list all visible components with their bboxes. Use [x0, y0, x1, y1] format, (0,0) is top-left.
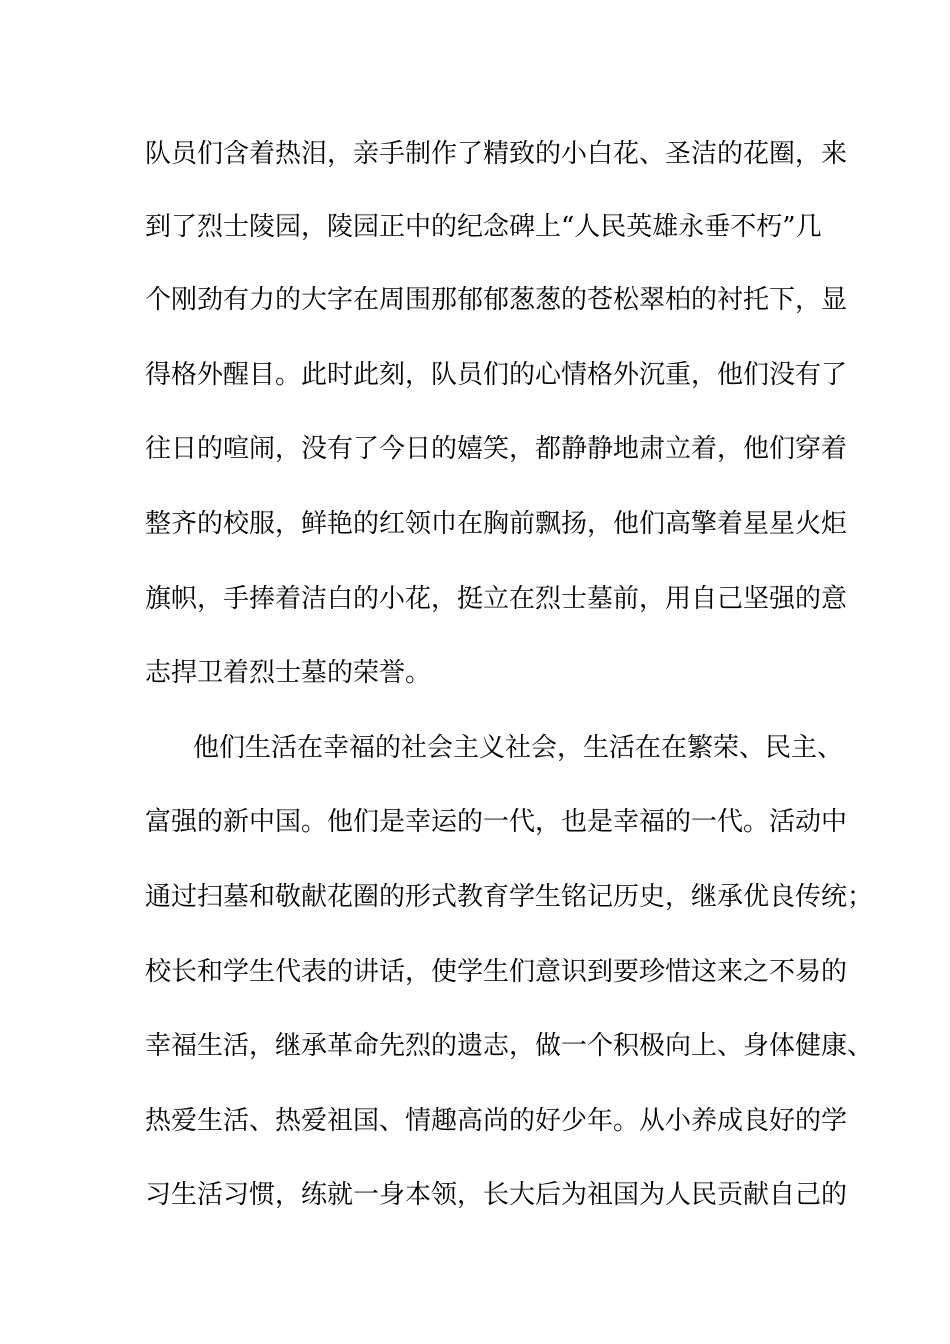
text-line-4: 得格外醒目。此时此刻，队员们的心情格外沉重，他们没有了: [145, 360, 848, 390]
text-line-7: 旗帜，手捧着洁白的小花，挺立在烈士墓前，用自己坚强的意: [145, 584, 848, 614]
text-line-15: 习生活习惯，练就一身本领，长大后为祖国为人民贡献自己的: [145, 1180, 848, 1210]
text-line-6: 整齐的校服，鲜艳的红领巾在胸前飘扬，他们高擎着星星火炬: [145, 509, 848, 539]
text-line-5: 往日的喧闹，没有了今日的嬉笑，都静静地肃立着，他们穿着: [145, 434, 848, 464]
text-line-12: 校长和学生代表的讲话，使学生们意识到要珍惜这来之不易的: [145, 957, 848, 987]
text-line-14: 热爱生活、热爱祖国、情趣高尚的好少年。从小养成良好的学: [145, 1106, 848, 1136]
paragraph-2-first-line: 他们生活在幸福的社会主义社会，生活在在繁荣、民主、: [193, 733, 844, 763]
text-line-3: 个刚劲有力的大字在周围那郁郁葱葱的苍松翠柏的衬托下，显: [145, 285, 848, 315]
text-line-11: 通过扫墓和敬献花圈的形式教育学生铭记历史，继承优良传统；: [145, 882, 874, 912]
text-line-2: 到了烈士陵园，陵园正中的纪念碑上“人民英雄永垂不朽”几: [145, 212, 822, 242]
text-line-1: 队员们含着热泪，亲手制作了精致的小白花、圣洁的花圈，来: [145, 139, 848, 169]
text-line-10: 富强的新中国。他们是幸运的一代，也是幸福的一代。活动中: [145, 807, 848, 837]
text-line-8: 志捍卫着烈士墓的荣誉。: [145, 658, 432, 688]
text-line-13: 幸福生活，继承革命先烈的遗志，做一个积极向上、身体健康、: [145, 1031, 874, 1061]
